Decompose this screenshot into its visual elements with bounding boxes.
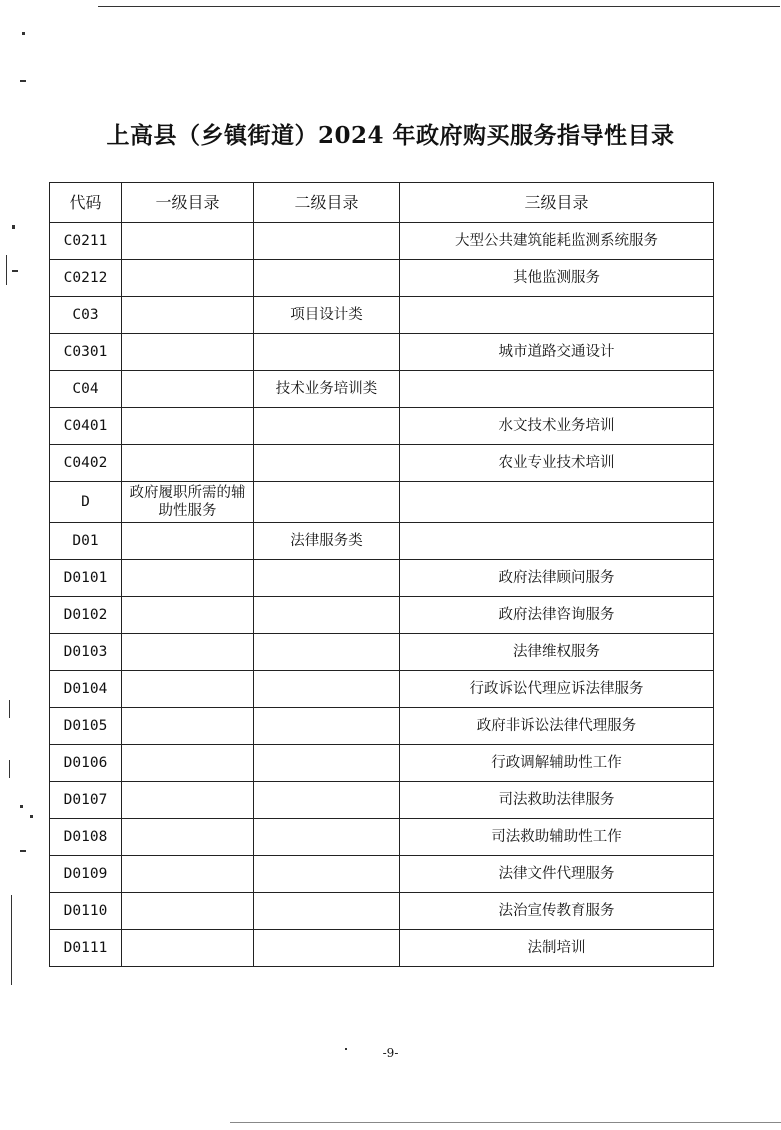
cell-code: D0106 bbox=[50, 745, 122, 782]
cell-level1 bbox=[122, 856, 254, 893]
cell-level3 bbox=[400, 297, 714, 334]
table-row bbox=[50, 260, 714, 297]
cell-level2 bbox=[254, 597, 400, 634]
cell-level2 bbox=[254, 671, 400, 708]
cell-code: D bbox=[50, 482, 122, 523]
cell-level3 bbox=[400, 523, 714, 560]
cell-level2 bbox=[254, 482, 400, 523]
cell-level3: 行政诉讼代理应诉法律服务 bbox=[400, 671, 714, 708]
cell-level3: 大型公共建筑能耗监测系统服务 bbox=[400, 223, 714, 260]
cell-code: D0108 bbox=[50, 819, 122, 856]
cell-level1 bbox=[122, 708, 254, 745]
cell-level1 bbox=[122, 893, 254, 930]
header-level3: 三级目录 bbox=[400, 183, 714, 223]
cell-level3: 法治宣传教育服务 bbox=[400, 893, 714, 930]
cell-code: D0105 bbox=[50, 708, 122, 745]
cell-level1 bbox=[122, 560, 254, 597]
cell-level3: 行政调解辅助性工作 bbox=[400, 745, 714, 782]
table-row bbox=[50, 782, 714, 819]
cell-level3 bbox=[400, 371, 714, 408]
cell-level1 bbox=[122, 445, 254, 482]
cell-level3: 司法救助辅助性工作 bbox=[400, 819, 714, 856]
cell-level1 bbox=[122, 745, 254, 782]
table-row bbox=[50, 523, 714, 560]
cell-code: D0102 bbox=[50, 597, 122, 634]
cell-code: D01 bbox=[50, 523, 122, 560]
table-row bbox=[50, 930, 714, 967]
cell-level2 bbox=[254, 708, 400, 745]
cell-level1 bbox=[122, 523, 254, 560]
cell-level2 bbox=[254, 260, 400, 297]
table-row bbox=[50, 445, 714, 482]
table-header-row bbox=[50, 183, 714, 223]
cell-level3: 法律维权服务 bbox=[400, 634, 714, 671]
cell-level2 bbox=[254, 819, 400, 856]
table-row bbox=[50, 671, 714, 708]
cell-code: D0104 bbox=[50, 671, 122, 708]
cell-code: C03 bbox=[50, 297, 122, 334]
table-row bbox=[50, 560, 714, 597]
table-row bbox=[50, 408, 714, 445]
cell-code: D0109 bbox=[50, 856, 122, 893]
cell-level1 bbox=[122, 819, 254, 856]
cell-level3: 法律文件代理服务 bbox=[400, 856, 714, 893]
cell-level2 bbox=[254, 445, 400, 482]
cell-level2: 项目设计类 bbox=[254, 297, 400, 334]
table-row bbox=[50, 708, 714, 745]
scan-bottom-border bbox=[230, 1122, 781, 1123]
cell-level3: 其他监测服务 bbox=[400, 260, 714, 297]
table-row bbox=[50, 893, 714, 930]
cell-level2 bbox=[254, 634, 400, 671]
cell-code: D0103 bbox=[50, 634, 122, 671]
cell-level2 bbox=[254, 334, 400, 371]
cell-level2 bbox=[254, 560, 400, 597]
cell-level1 bbox=[122, 408, 254, 445]
cell-level3: 农业专业技术培训 bbox=[400, 445, 714, 482]
cell-level1 bbox=[122, 223, 254, 260]
cell-code: C04 bbox=[50, 371, 122, 408]
table-row bbox=[50, 334, 714, 371]
catalog-table bbox=[49, 182, 714, 967]
cell-level1 bbox=[122, 597, 254, 634]
cell-level3: 水文技术业务培训 bbox=[400, 408, 714, 445]
table-row bbox=[50, 482, 714, 523]
table-row bbox=[50, 223, 714, 260]
page-number: -9- bbox=[382, 1046, 399, 1060]
table-row bbox=[50, 597, 714, 634]
cell-level3 bbox=[400, 482, 714, 523]
cell-code: C0402 bbox=[50, 445, 122, 482]
cell-code: D0110 bbox=[50, 893, 122, 930]
cell-level1 bbox=[122, 930, 254, 967]
cell-level3: 城市道路交通设计 bbox=[400, 334, 714, 371]
cell-level2: 技术业务培训类 bbox=[254, 371, 400, 408]
cell-level2 bbox=[254, 408, 400, 445]
header-code: 代码 bbox=[50, 183, 122, 223]
cell-level1 bbox=[122, 782, 254, 819]
cell-level1 bbox=[122, 297, 254, 334]
page-title: 上高县（乡镇街道）2024 年政府购买服务指导性目录 bbox=[106, 122, 675, 150]
table-row bbox=[50, 856, 714, 893]
cell-level1 bbox=[122, 634, 254, 671]
cell-level3: 司法救助法律服务 bbox=[400, 782, 714, 819]
cell-level2 bbox=[254, 745, 400, 782]
table-row bbox=[50, 634, 714, 671]
cell-code: C0301 bbox=[50, 334, 122, 371]
table-row bbox=[50, 297, 714, 334]
cell-code: C0211 bbox=[50, 223, 122, 260]
cell-code: C0212 bbox=[50, 260, 122, 297]
cell-level3: 政府法律咨询服务 bbox=[400, 597, 714, 634]
cell-level1: 政府履职所需的辅助性服务 bbox=[122, 482, 254, 523]
cell-level2 bbox=[254, 223, 400, 260]
cell-level2 bbox=[254, 930, 400, 967]
cell-level1 bbox=[122, 260, 254, 297]
cell-level3: 政府非诉讼法律代理服务 bbox=[400, 708, 714, 745]
table-row bbox=[50, 371, 714, 408]
header-level1: 一级目录 bbox=[122, 183, 254, 223]
cell-level2 bbox=[254, 782, 400, 819]
cell-level3: 法制培训 bbox=[400, 930, 714, 967]
cell-level3: 政府法律顾问服务 bbox=[400, 560, 714, 597]
scan-top-border bbox=[98, 6, 780, 7]
table-row bbox=[50, 745, 714, 782]
cell-level1 bbox=[122, 371, 254, 408]
cell-code: D0107 bbox=[50, 782, 122, 819]
header-level2: 二级目录 bbox=[254, 183, 400, 223]
cell-level1 bbox=[122, 671, 254, 708]
cell-code: D0101 bbox=[50, 560, 122, 597]
cell-level2: 法律服务类 bbox=[254, 523, 400, 560]
cell-level2 bbox=[254, 856, 400, 893]
cell-code: D0111 bbox=[50, 930, 122, 967]
cell-level2 bbox=[254, 893, 400, 930]
table-row bbox=[50, 819, 714, 856]
cell-code: C0401 bbox=[50, 408, 122, 445]
cell-level1 bbox=[122, 334, 254, 371]
